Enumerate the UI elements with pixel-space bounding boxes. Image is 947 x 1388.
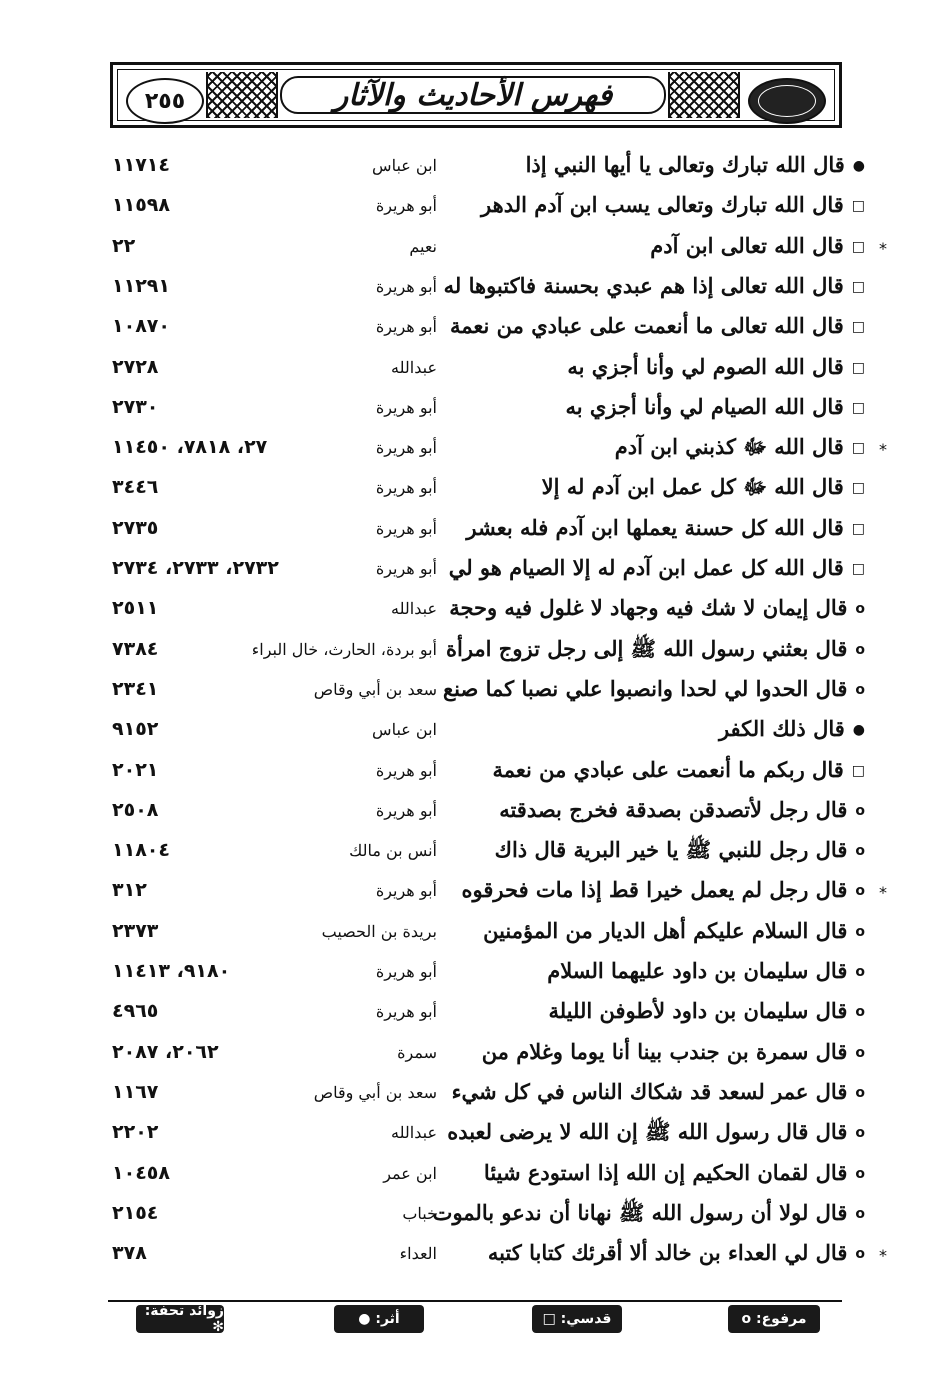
reference-numbers: ١١٢٩١: [112, 274, 170, 297]
list-item: [0, 1037, 947, 1077]
hadith-incipit: قال الله الصوم لي وأنا أجزي به: [567, 353, 844, 379]
hadith-text: [443, 676, 865, 701]
legend-qudsi: قدسي: □: [532, 1305, 622, 1333]
hadith-incipit: قال الله تعالى إذا هم عبدي بحسنة فاكتبوها له: [443, 272, 844, 298]
type-marker-icon: o: [855, 923, 865, 940]
hadith-incipit: قال الله تعالى ما أنعمت على عبادي من نعمة: [449, 313, 844, 339]
reference-numbers: ٤٩٦٥: [112, 1000, 159, 1023]
list-item: [0, 392, 947, 432]
type-marker-icon: o: [855, 964, 865, 980]
hadith-incipit: قال الله كل عمل ابن آدم له إلا الصيام هو لي: [448, 555, 844, 580]
reference-numbers: ٧٣٨٤: [112, 637, 159, 660]
hadith-incipit: قال الله الصيام لي وأنا أجزي به: [565, 393, 844, 419]
type-marker-icon: ●: [852, 722, 865, 739]
type-marker-icon: □: [851, 480, 865, 497]
reference-numbers: ٢٥٠٨: [112, 798, 159, 821]
narrator: عبدالله: [391, 357, 437, 377]
hadith-text: [719, 716, 865, 741]
hadith-text: [488, 1240, 865, 1265]
list-item: [0, 231, 947, 271]
reference-numbers: ٢٧٣٠: [112, 395, 159, 418]
hadith-text: [446, 636, 865, 667]
page-number: ٢٥٥: [144, 88, 186, 114]
hadith-text: [462, 877, 865, 902]
list-item: [0, 432, 947, 472]
reference-numbers: ٣٤٤٦: [112, 476, 159, 499]
hadith-incipit: قال رجل لأتصدقن بصدقة فخرج بصدقته: [499, 796, 848, 822]
list-item: [0, 271, 947, 311]
narrator: أبو هريرة: [375, 317, 437, 337]
hadith-text: [444, 273, 865, 298]
type-marker-icon: ●: [852, 158, 865, 174]
list-item: [0, 996, 947, 1036]
narrator: ابن عمر: [383, 1163, 437, 1183]
hadith-incipit: قال الله تبارك وتعالى يا أيها النبي إذا: [525, 152, 845, 177]
list-item: [0, 634, 947, 674]
hadith-incipit: قال سليمان بن داود لأطوفن الليلة: [548, 998, 848, 1024]
narrator: نعيم: [409, 236, 437, 256]
reference-numbers: ٢٠٦٢، ٢٠٨٧: [112, 1040, 219, 1063]
hadith-incipit: قال السلام عليكم أهل الديار من المؤمنين: [483, 917, 848, 943]
list-item: [0, 150, 947, 190]
reference-numbers: ٢٣٧٣: [112, 919, 159, 942]
seal-icon: [758, 85, 816, 117]
hadith-text: [492, 757, 865, 782]
list-item: [0, 755, 947, 795]
hadith-text: [495, 837, 865, 868]
type-marker-icon: o: [855, 601, 865, 618]
reference-numbers: ٣١٢: [112, 879, 147, 902]
list-item: [0, 674, 947, 714]
zawaid-star-icon: *: [879, 1246, 887, 1266]
reference-numbers: ١١٥٩٨: [112, 194, 170, 217]
hadith-text: [547, 958, 865, 983]
reference-numbers: ٢٧٣٥: [112, 516, 159, 539]
list-item: [0, 714, 947, 754]
list-item: [0, 916, 947, 956]
hadith-incipit: قال سمرة بن جندب بينا أنا يوما وغلام من: [481, 1038, 848, 1064]
type-marker-icon: o: [855, 1246, 865, 1263]
reference-numbers: ١٠٤٥٨: [112, 1161, 170, 1184]
narrator: سعد بن أبي وقاص: [313, 1082, 437, 1102]
hadith-incipit: قال لولا أن رسول الله ﷺ نهانا أن ندعو بالموت: [432, 1199, 848, 1225]
narrator: أبو هريرة: [375, 196, 437, 216]
reference-numbers: ١١٨٠٤: [112, 839, 170, 862]
hadith-incipit: قال إيمان لا شك فيه وجهاد لا غلول فيه وحجة: [449, 595, 848, 621]
footer-rule: [108, 1300, 842, 1302]
narrator: أبو هريرة: [375, 397, 437, 417]
legend-zawaid: زوائد تحفة: ✻: [136, 1305, 224, 1333]
hadith-incipit: قال رجل للنبي ﷺ يا خير البرية قال ذاك: [494, 837, 848, 863]
type-marker-icon: □: [851, 762, 865, 779]
narrator: ابن عباس: [372, 720, 437, 740]
list-item: [0, 472, 947, 512]
list-item: [0, 1238, 947, 1278]
hadith-text: [450, 313, 865, 338]
page-header: [110, 62, 842, 128]
hadith-text: [482, 1039, 865, 1064]
narrator: العداء: [399, 1244, 437, 1264]
type-marker-icon: □: [851, 198, 865, 215]
hadith-incipit: قال الله ﷻ كل عمل ابن آدم له إلا: [541, 474, 844, 500]
hadith-incipit: قال الله تعالى ابن آدم: [650, 232, 844, 258]
narrator: أبو هريرة: [375, 276, 437, 296]
hadith-incipit: قال بعثني رسول الله ﷺ إلى رجل تزوج امرأة: [445, 635, 848, 661]
narrator: أبو هريرة: [375, 478, 437, 498]
list-item: [0, 875, 947, 915]
book-seal-logo: [748, 78, 826, 124]
narrator: عبدالله: [391, 1123, 437, 1143]
header-ornament-left: [206, 72, 278, 118]
legend-marfu: مرفوع: o: [728, 1305, 820, 1333]
reference-numbers: ٢٢٠٢: [112, 1121, 159, 1144]
hadith-incipit: قال لقمان الحكيم إن الله إذا استودع شيئا: [483, 1159, 848, 1185]
type-marker-icon: o: [855, 1004, 865, 1021]
reference-numbers: ١١٦٧: [112, 1080, 159, 1103]
type-marker-icon: o: [855, 641, 865, 658]
hadith-text: [483, 918, 865, 943]
narrator: سمرة: [397, 1042, 437, 1062]
narrator: عبدالله: [391, 599, 437, 619]
type-marker-icon: □: [851, 238, 865, 255]
list-item: [0, 1158, 947, 1198]
hadith-text: [484, 1160, 865, 1185]
narrator: أبو هريرة: [375, 438, 437, 458]
hadith-text: [447, 1119, 865, 1150]
reference-numbers: ٣٧٨: [112, 1242, 147, 1265]
type-marker-icon: □: [851, 561, 865, 577]
list-item: [0, 835, 947, 875]
narrator: أنس بن مالك: [349, 841, 437, 861]
type-marker-icon: o: [855, 1125, 865, 1142]
type-marker-icon: o: [855, 1084, 865, 1101]
reference-numbers: ٢٠٢١: [112, 758, 159, 781]
reference-numbers: ٩١٨٠، ١١٤١٣: [112, 960, 231, 982]
hadith-incipit: قال رجل لم يعمل خيرا قط إذا مات فحرقوه: [461, 877, 848, 903]
narrator: ابن عباس: [372, 156, 437, 175]
list-item: [0, 1117, 947, 1157]
legend-athar: أثر: ●: [334, 1305, 424, 1333]
type-marker-icon: □: [851, 520, 865, 537]
hadith-text: [566, 394, 865, 419]
narrator: بريدة بن الحصيب: [321, 921, 437, 941]
reference-numbers: ١١٧١٤: [112, 154, 170, 176]
list-item: [0, 513, 947, 553]
type-marker-icon: □: [851, 399, 865, 416]
hadith-text: [481, 192, 865, 217]
reference-numbers: ٢٢: [112, 234, 136, 257]
type-marker-icon: o: [855, 843, 865, 860]
hadith-incipit: قال ربكم ما أنعمت على عبادي من نعمة: [492, 756, 844, 782]
header-ornament-right: [668, 72, 740, 118]
narrator: أبو هريرة: [375, 559, 437, 578]
zawaid-star-icon: *: [879, 883, 887, 903]
type-marker-icon: □: [851, 319, 865, 336]
page-number-medallion: [126, 78, 204, 124]
hadith-text: [449, 555, 865, 580]
narrator: أبو هريرة: [375, 881, 437, 901]
type-marker-icon: o: [855, 1205, 865, 1222]
type-marker-icon: o: [855, 681, 865, 698]
hadith-incipit: قال قال رسول الله ﷺ إن الله لا يرضى لعبده: [447, 1119, 848, 1145]
narrator: أبو بردة، الحارث، خال البراء: [251, 639, 437, 659]
hadith-text: [466, 515, 865, 540]
hadith-incipit: قال الحدوا لي لحدا وانصبوا علي نصبا كما صنع: [442, 675, 848, 701]
reference-numbers: ٢١٥٤: [112, 1201, 159, 1224]
hadith-incipit: قال الله كل حسنة يعملها ابن آدم فله بعشر: [466, 514, 844, 540]
narrator: خباب: [402, 1203, 437, 1223]
type-marker-icon: □: [851, 359, 865, 376]
reference-numbers: ١٠٨٧٠: [112, 315, 170, 338]
hadith-incipit: قال عمر لسعد قد شكاك الناس في كل شيء: [451, 1078, 848, 1104]
hadith-text: [433, 1200, 865, 1231]
list-item: [0, 1198, 947, 1238]
hadith-text: [542, 474, 865, 505]
reference-numbers: ٢٥١١: [112, 597, 159, 620]
hadith-text: [567, 354, 865, 379]
type-marker-icon: □: [851, 440, 865, 457]
list-item: [0, 352, 947, 392]
list-item: [0, 1077, 947, 1117]
narrator: أبو هريرة: [375, 962, 437, 981]
reference-numbers: ٢٧٢٨: [112, 355, 159, 378]
list-item: [0, 190, 947, 230]
hadith-text: [526, 152, 865, 177]
page-title: فهرس الأحاديث والآثار: [333, 77, 613, 113]
type-marker-icon: o: [855, 1165, 865, 1182]
hadith-incipit: قال سليمان بن داود عليهما السلام: [547, 958, 848, 983]
reference-numbers: ٩١٥٢: [112, 718, 159, 741]
hadith-incipit: قال الله تبارك وتعالى يسب ابن آدم الدهر: [481, 192, 844, 218]
hadith-incipit: قال لي العداء بن خالد ألا أقرئك كتابا كتبه: [487, 1240, 848, 1266]
header-frame: [117, 69, 835, 121]
hadith-text: [449, 595, 865, 620]
narrator: أبو هريرة: [375, 518, 437, 538]
reference-numbers: ٢٣٤١: [112, 677, 159, 700]
reference-numbers: ٢٧، ٧٨١٨، ١١٤٥٠: [112, 436, 268, 459]
hadith-text: [615, 434, 865, 465]
narrator: أبو هريرة: [375, 1002, 437, 1022]
type-marker-icon: o: [855, 1044, 865, 1061]
hadith-text: [548, 998, 865, 1023]
type-marker-icon: □: [851, 278, 865, 295]
zawaid-star-icon: *: [879, 238, 887, 258]
list-item: [0, 593, 947, 633]
narrator: أبو هريرة: [375, 800, 437, 820]
list-item: [0, 311, 947, 351]
narrator: أبو هريرة: [375, 760, 437, 780]
reference-numbers: ٢٧٣٢، ٢٧٣٣، ٢٧٣٤: [112, 557, 279, 579]
type-marker-icon: o: [855, 883, 865, 900]
hadith-text: [452, 1079, 865, 1104]
type-marker-icon: o: [855, 802, 865, 819]
hadith-text: [650, 233, 865, 258]
list-item: [0, 795, 947, 835]
zawaid-star-icon: *: [879, 440, 887, 460]
list-item: [0, 956, 947, 996]
hadith-incipit: قال ذلك الكفر: [718, 716, 845, 742]
list-item: [0, 553, 947, 593]
hadith-incipit: قال الله ﷻ كذبني ابن آدم: [614, 434, 844, 460]
title-plate: [280, 76, 666, 114]
hadith-text: [499, 797, 865, 822]
narrator: سعد بن أبي وقاص: [313, 679, 437, 699]
